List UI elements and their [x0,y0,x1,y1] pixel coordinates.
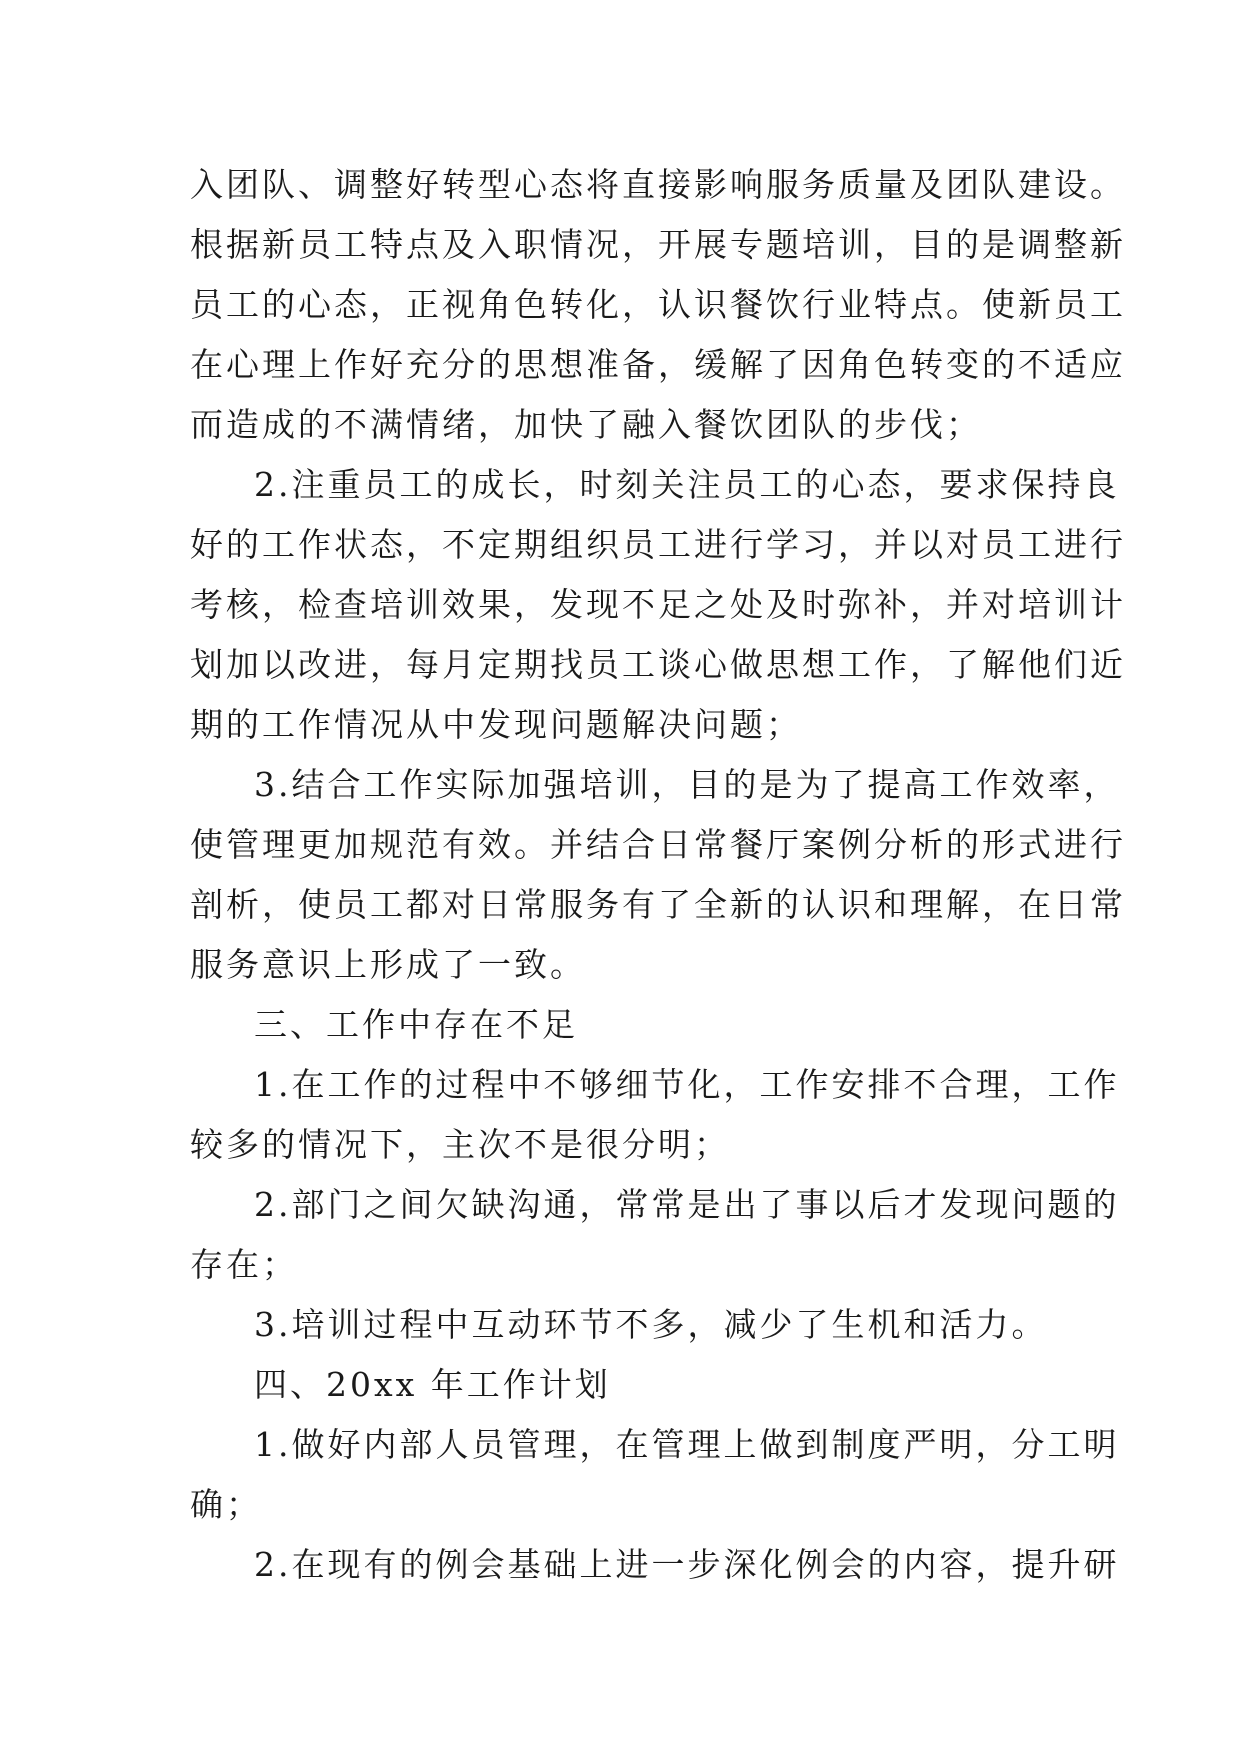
list-item-start: 1.在工作的过程中不够细节化，工作安排不合理，工作 [254,1065,1120,1104]
text-line: 确； [190,1485,262,1524]
text-line: 期的工作情况从中发现问题解决问题； [190,705,802,744]
text-line: 使管理更加规范有效。并结合日常餐厅案例分析的形式进行 [190,825,1126,864]
text-line: 根据新员工特点及入职情况，开展专题培训，目的是调整新 [190,225,1126,264]
text-line: 剖析，使员工都对日常服务有了全新的认识和理解，在日常 [190,885,1126,924]
text-line: 入团队、调整好转型心态将直接影响服务质量及团队建设。 [190,165,1126,204]
list-item-start: 2.在现有的例会基础上进一步深化例会的内容，提升研 [254,1545,1120,1584]
text-line: 在心理上作好充分的思想准备，缓解了因角色转变的不适应 [190,345,1126,384]
list-item-start: 3.培训过程中互动环节不多，减少了生机和活力。 [254,1305,1048,1344]
list-item-start: 3.结合工作实际加强培训，目的是为了提高工作效率， [254,765,1120,804]
text-line: 考核，检查培训效果，发现不足之处及时弥补，并对培训计 [190,585,1126,624]
section-heading: 三、工作中存在不足 [254,1005,578,1044]
list-item-start: 1.做好内部人员管理，在管理上做到制度严明，分工明 [254,1425,1120,1464]
text-line: 存在； [190,1245,298,1284]
text-line: 划加以改进，每月定期找员工谈心做思想工作，了解他们近 [190,645,1126,684]
text-line: 好的工作状态，不定期组织员工进行学习，并以对员工进行 [190,525,1126,564]
section-heading: 四、20xx 年工作计划 [254,1365,611,1404]
list-item-start: 2.注重员工的成长，时刻关注员工的心态，要求保持良 [254,465,1120,504]
text-line: 而造成的不满情绪，加快了融入餐饮团队的步伐； [190,405,982,444]
list-item-start: 2.部门之间欠缺沟通，常常是出了事以后才发现问题的 [254,1185,1120,1224]
text-line: 较多的情况下，主次不是很分明； [190,1125,730,1164]
document-body [190,155,1126,1595]
text-line: 服务意识上形成了一致。 [190,945,586,984]
text-line: 员工的心态，正视角色转化，认识餐饮行业特点。使新员工 [190,285,1126,324]
